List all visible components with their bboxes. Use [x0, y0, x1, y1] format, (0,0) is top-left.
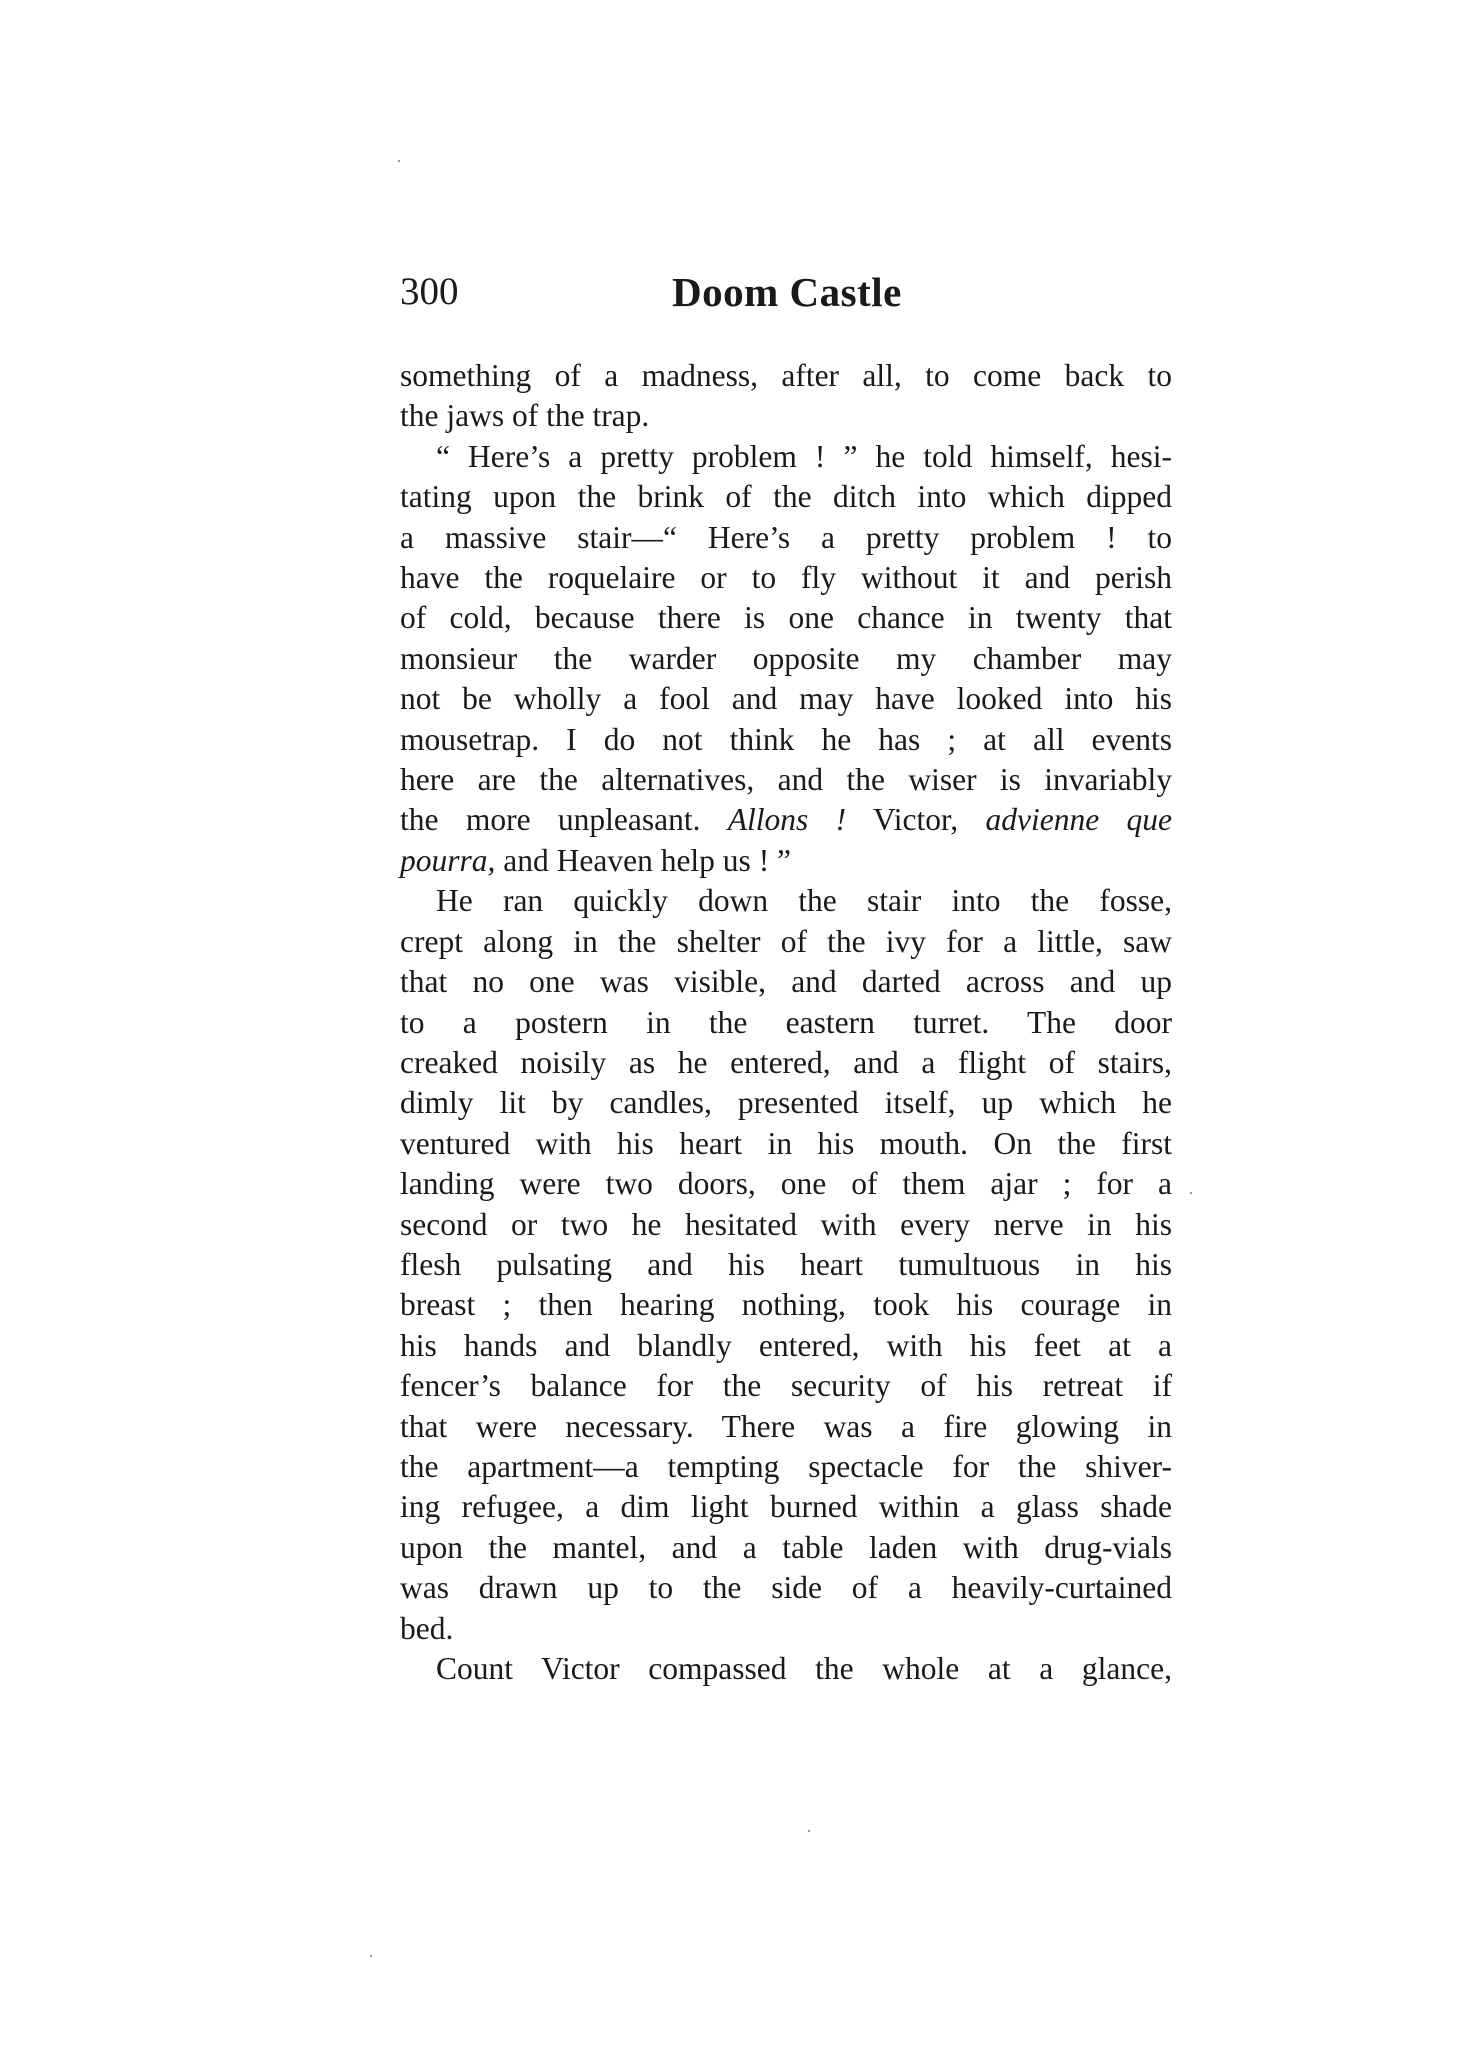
- text-line: a massive stair—“ Here’s a pretty problem ! to: [400, 519, 1172, 555]
- text-line: [400, 841, 1172, 881]
- text-segment: Victor,: [872, 802, 959, 838]
- scan-speck: [370, 1955, 372, 1957]
- text-line: upon the mantel, and a table laden with drug-vials: [400, 1529, 1172, 1565]
- text-line: that were necessary. There was a fire glowing in: [400, 1408, 1172, 1444]
- text-line: second or two he hesitated with every nerve in his: [400, 1206, 1172, 1242]
- text-line: crept along in the shelter of the ivy for a little, saw: [400, 923, 1172, 959]
- text-line: bed.: [400, 1610, 454, 1646]
- text-line: landing were two doors, one of them ajar ; for a: [400, 1166, 1172, 1202]
- body-text: [400, 356, 1172, 1689]
- scan-speck: [808, 1830, 810, 1832]
- text-line: ventured with his heart in his mouth. On the first: [400, 1125, 1172, 1161]
- text-line: fencer’s balance for the security of his retreat if: [400, 1368, 1172, 1404]
- text-line: mousetrap. I do not think he has ; at all events: [400, 721, 1172, 757]
- text-line: to a postern in the eastern turret. The door: [400, 1004, 1172, 1040]
- text-line: Count Victor compassed the whole at a glance,: [436, 1651, 1172, 1686]
- text-segment: the more unpleasant.: [400, 802, 701, 838]
- scan-speck: [398, 160, 400, 162]
- book-page: [400, 262, 1172, 1689]
- text-line: not be wholly a fool and may have looked into his: [400, 681, 1172, 717]
- page-header: [400, 262, 1172, 322]
- text-line: monsieur the warder opposite my chamber may: [400, 640, 1172, 676]
- page-number: 300: [400, 270, 459, 313]
- text-line: He ran quickly down the stair into the fosse,: [436, 883, 1172, 919]
- text-line: here are the alternatives, and the wiser is invariably: [400, 762, 1172, 798]
- italic-text: advienne que: [985, 802, 1173, 838]
- text-line: that no one was visible, and darted across and up: [400, 964, 1172, 1000]
- text-line: flesh pulsating and his heart tumultuous in his: [400, 1246, 1172, 1282]
- text-line: something of a madness, after all, to come back to: [400, 358, 1172, 393]
- italic-text: Allons !: [727, 802, 847, 838]
- text-line: ing refugee, a dim light burned within a glass shade: [400, 1489, 1172, 1525]
- text-line: “ Here’s a pretty problem ! ” he told himself, hesi-: [436, 438, 1172, 474]
- text-line: breast ; then hearing nothing, took his courage in: [400, 1287, 1172, 1323]
- text-line: the jaws of the trap.: [400, 398, 650, 434]
- text-line: tating upon the brink of the ditch into which dipped: [400, 479, 1172, 515]
- text-line: [400, 800, 1172, 840]
- text-line: the apartment—a tempting spectacle for the shiver-: [400, 1448, 1172, 1484]
- text-segment: and Heaven help us ! ”: [503, 842, 792, 878]
- italic-text: pourra,: [400, 842, 496, 878]
- text-line: creaked noisily as he entered, and a flight of stairs,: [400, 1044, 1172, 1080]
- text-line: was drawn up to the side of a heavily-curtained: [400, 1570, 1172, 1606]
- text-line: of cold, because there is one chance in twenty that: [400, 600, 1172, 636]
- text-line: have the roquelaire or to fly without it and perish: [400, 560, 1172, 596]
- scan-speck: [1190, 1192, 1192, 1194]
- text-line: dimly lit by candles, presented itself, up which he: [400, 1085, 1172, 1121]
- text-line: his hands and blandly entered, with his feet at a: [400, 1327, 1172, 1363]
- running-title: Doom Castle: [672, 269, 902, 315]
